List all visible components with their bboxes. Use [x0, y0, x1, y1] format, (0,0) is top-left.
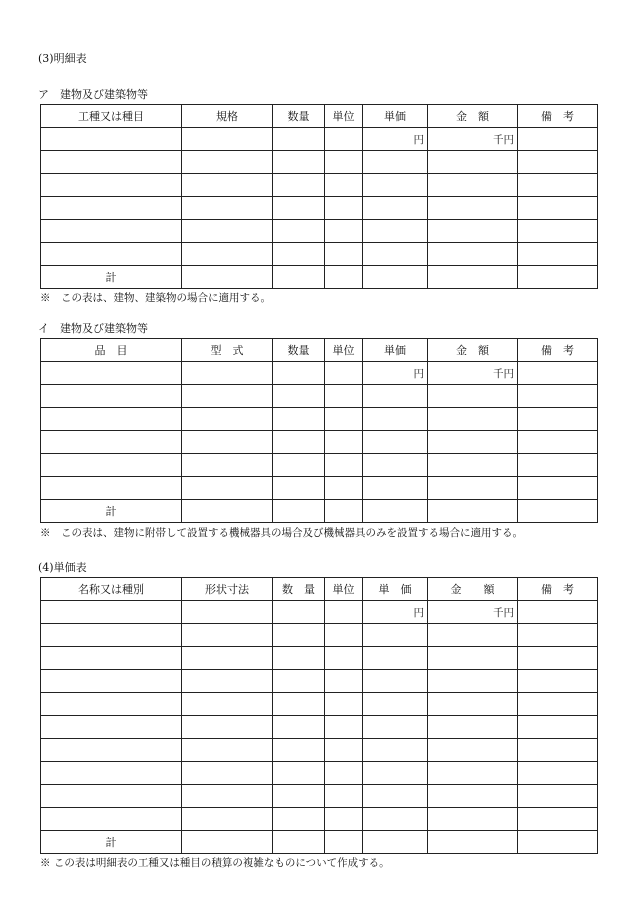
header-cell: 備 考	[518, 105, 598, 128]
header-cell: 単 価	[363, 578, 428, 601]
table-cell	[273, 128, 325, 151]
table-row	[41, 762, 598, 785]
header-cell: 形状寸法	[182, 578, 273, 601]
table-cell	[41, 128, 182, 151]
header-cell: 単価	[363, 339, 428, 362]
unit-thousand-yen: 千円	[428, 601, 518, 624]
table-b-note: ※ この表は、建物に附帯して設置する機械器具の場合及び機械器具のみを設置する場合に適用する。	[40, 527, 523, 539]
table-row	[41, 624, 598, 647]
header-cell: 工種又は種目	[41, 105, 182, 128]
header-cell: 数量	[273, 105, 325, 128]
table-row	[41, 739, 598, 762]
table-row	[41, 808, 598, 831]
table-b-title: イ 建物及び建築物等	[38, 322, 148, 335]
header-cell: 数 量	[273, 578, 325, 601]
header-cell: 単位	[325, 105, 363, 128]
header-cell: 単価	[363, 105, 428, 128]
table-header-row	[41, 105, 598, 128]
section-3-heading: (3)明細表	[38, 52, 87, 65]
unit-thousand-yen: 千円	[428, 128, 518, 151]
table-row	[41, 785, 598, 808]
header-cell: 単位	[325, 339, 363, 362]
total-row	[41, 831, 598, 854]
table-row	[41, 243, 598, 266]
detail-table-a	[40, 104, 598, 289]
unit-row	[41, 362, 598, 385]
table-header-row	[41, 578, 598, 601]
header-cell: 型 式	[182, 339, 273, 362]
table-row	[41, 716, 598, 739]
unit-row	[41, 601, 598, 624]
total-label: 計	[41, 500, 182, 523]
table-cell	[182, 128, 273, 151]
header-cell: 備 考	[518, 339, 598, 362]
unit-thousand-yen: 千円	[428, 362, 518, 385]
total-label: 計	[41, 831, 182, 854]
table-row	[41, 670, 598, 693]
detail-table-b	[40, 338, 598, 523]
unit-yen: 円	[363, 362, 428, 385]
header-cell: 単位	[325, 578, 363, 601]
header-cell: 金 額	[428, 578, 518, 601]
table-row	[41, 477, 598, 500]
unit-yen: 円	[363, 601, 428, 624]
table-row	[41, 385, 598, 408]
table-header-row	[41, 339, 598, 362]
table-row	[41, 647, 598, 670]
unit-row	[41, 128, 598, 151]
table-row	[41, 220, 598, 243]
unit-yen: 円	[363, 128, 428, 151]
table-a-title: ア 建物及び建築物等	[38, 88, 148, 101]
table-row	[41, 174, 598, 197]
table-row	[41, 693, 598, 716]
header-cell: 品 目	[41, 339, 182, 362]
unit-price-table-note: ※ この表は明細表の工種又は種目の積算の複雑なものについて作成する。	[40, 857, 390, 869]
header-cell: 名称又は種別	[41, 578, 182, 601]
table-row	[41, 408, 598, 431]
table-row	[41, 151, 598, 174]
table-cell	[518, 128, 598, 151]
table-a-note: ※ この表は、建物、建築物の場合に適用する。	[40, 292, 271, 304]
header-cell: 数量	[273, 339, 325, 362]
table-row	[41, 431, 598, 454]
header-cell: 規格	[182, 105, 273, 128]
table-cell	[325, 128, 363, 151]
total-row	[41, 266, 598, 289]
section-4-heading: (4)単価表	[38, 561, 87, 574]
unit-price-table	[40, 577, 598, 854]
table-row	[41, 454, 598, 477]
total-row	[41, 500, 598, 523]
header-cell: 金 額	[428, 339, 518, 362]
table-row	[41, 197, 598, 220]
header-cell: 金 額	[428, 105, 518, 128]
header-cell: 備 考	[518, 578, 598, 601]
total-label: 計	[41, 266, 182, 289]
